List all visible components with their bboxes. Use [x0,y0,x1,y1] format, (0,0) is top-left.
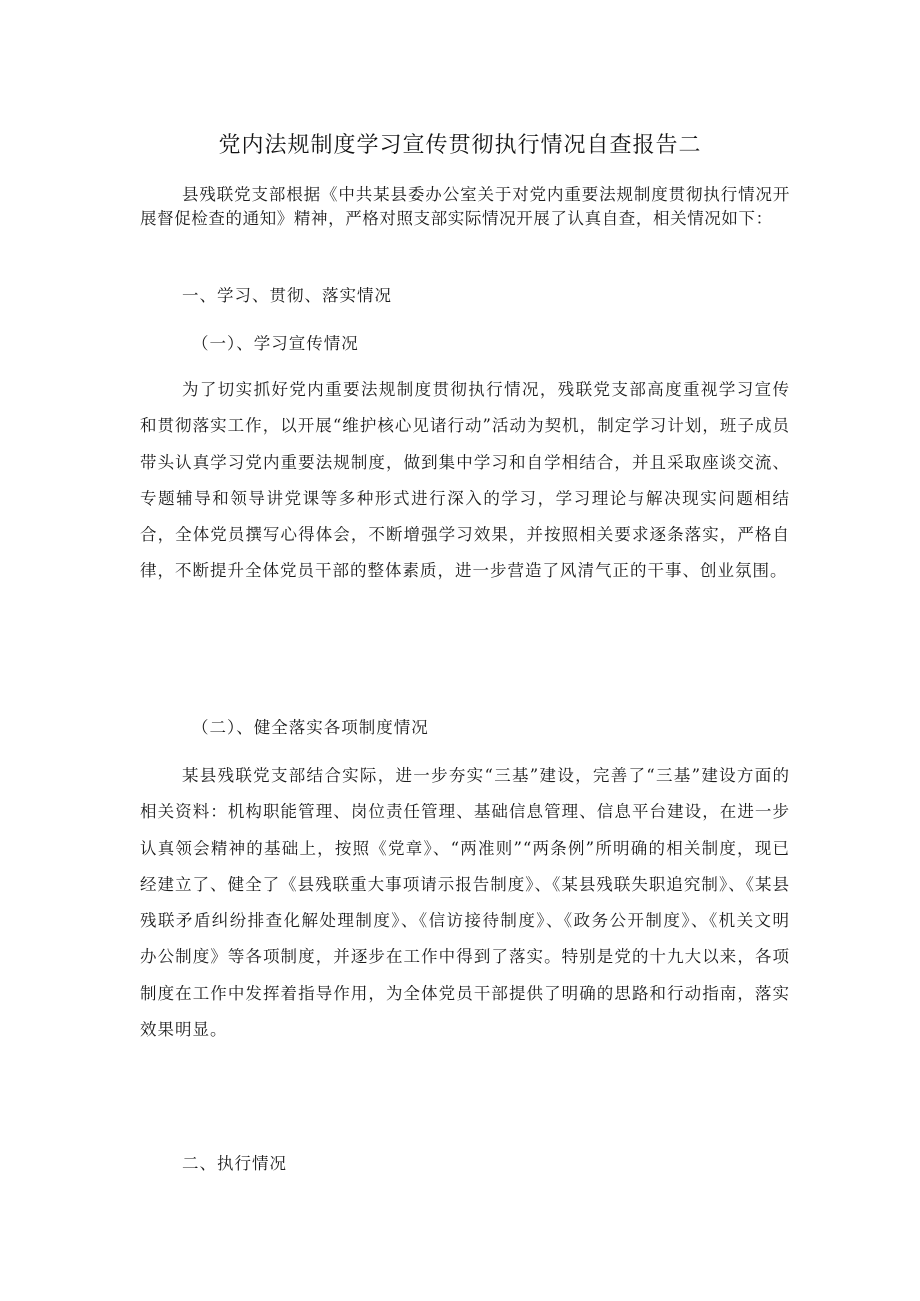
document-title: 党内法规制度学习宣传贯彻执行情况自查报告二 [218,133,702,158]
intro-paragraph: 县残联党支部根据《中共某县委办公室关于对党内重要法规制度贯彻执行情况开展督促检查的通知》精神，严格对照支部实际情况开展了认真自查，相关情况如下： [140,185,790,228]
subsection-1-paragraph: 为了切实抓好党内重要法规制度贯彻执行情况，残联党支部高度重视学习宣传和贯彻落实工作，以开展“维护核心见诸行动”活动为契机，制定学习计划，班子成员带头认真学习党内重要法规制度，做到集中学习和自学相结合，并且采取座谈交流、专题辅导和领导讲党课等多种形式进行深入的学习，学习理论与解决现实问题相结合，全体党员撰写心得体会，不断增强学习效果，并按照相关要求逐条落实，严格自律，不断提升全体党员干部的整体素质，进一步营造了风清气正的干事、创业氛围。 [140,380,790,581]
section-1-heading: 一、学习、贯彻、落实情况 [182,286,392,305]
subsection-2-heading: （二）、健全落实各项制度情况 [192,718,429,737]
subsection-1-heading: （一）、学习宣传情况 [192,334,359,353]
subsection-2-paragraph: 某县残联党支部结合实际，进一步夯实“三基”建设，完善了“三基”建设方面的相关资料：机构职能管理、岗位责任管理、基础信息管理、信息平台建设，在进一步认真领会精神的基础上，按照《党章》、“两准则”“两条例”所明确的相关制度，现已经建立了、健全了《县残联重大事项请示报告制度》、《某县残联失职追究制》、《某县残联矛盾纠纷排查化解处理制度》、《信访接待制度》、《政务公开制度》、《机关文明办公制度》等各项制度，并逐步在工作中得到了落实。特别是党的十九大以来，各项制度在工作中发挥着指导作用，为全体党员干部提供了明确的思路和行动指南，落实效果明显。 [140,766,790,1040]
section-2-heading: 二、执行情况 [182,1154,287,1173]
